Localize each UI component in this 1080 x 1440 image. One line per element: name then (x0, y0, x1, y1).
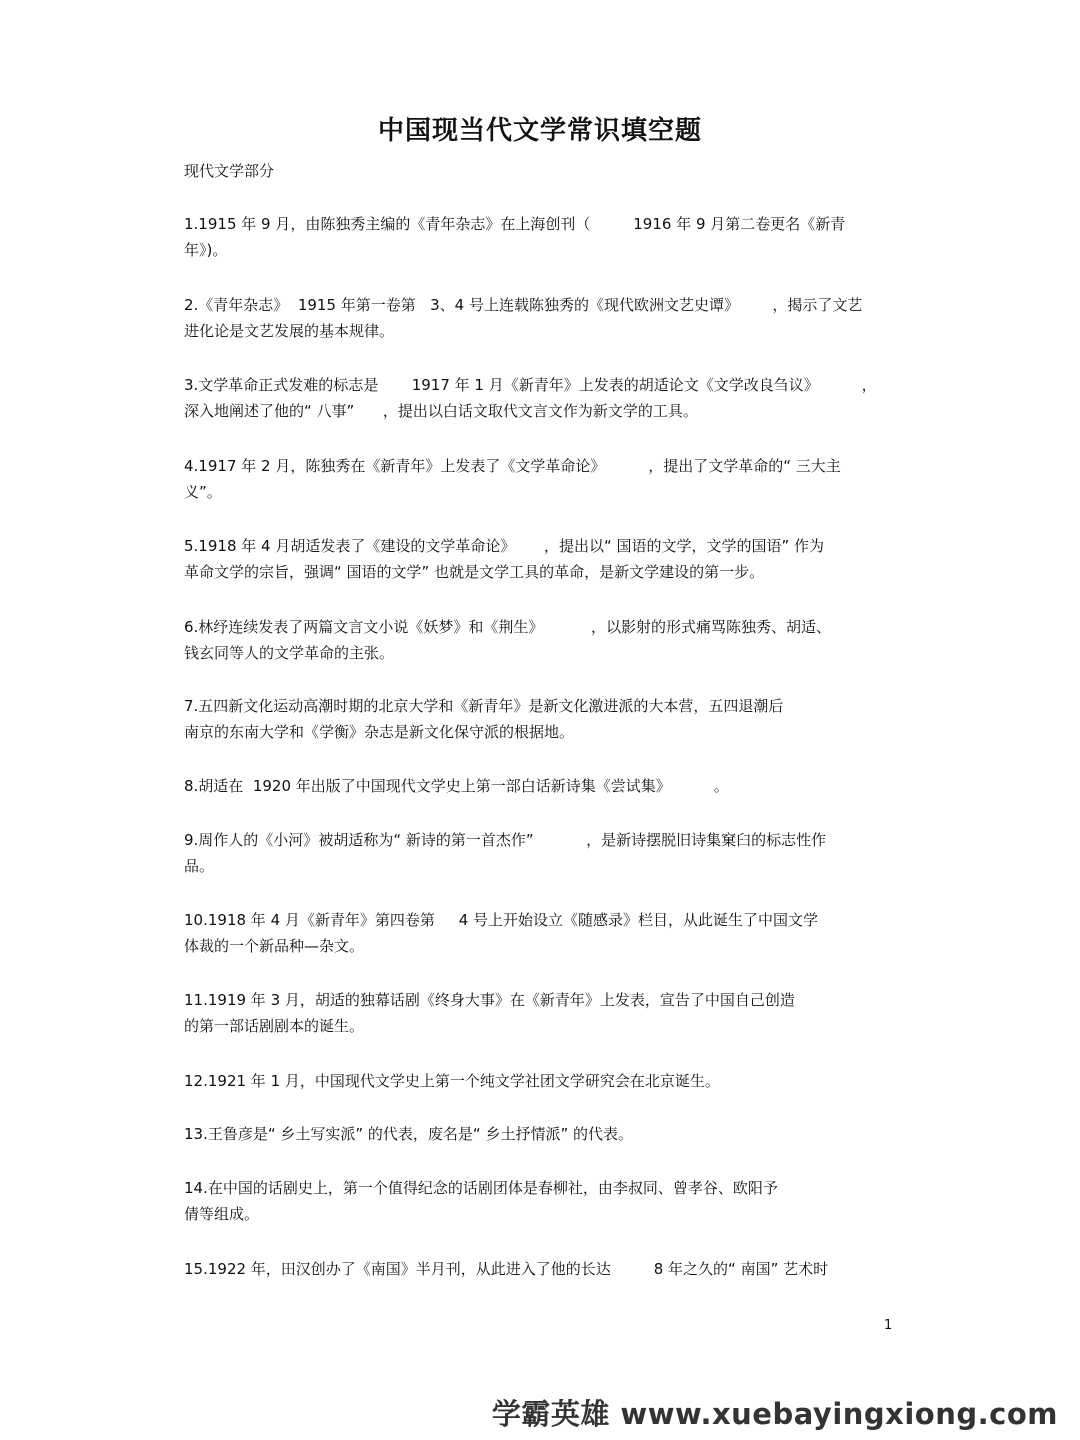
question-line-continued: 革命文学的宗旨，强调“ 国语的文学” 也就是文学工具的革命，是新文学建设的第一步。 (184, 563, 765, 581)
question-line: 3.文学革命正式发难的标志是 1917 年 1 月《新青年》上发表的胡适论文《文学改良刍议》 ， (184, 376, 877, 394)
question-line-continued: 的第一部话剧剧本的诞生。 (184, 1017, 365, 1035)
question-item-15 (184, 1256, 904, 1282)
question-line: 7.五四新文化运动高潮时期的北京大学和《新青年》是新文化激进派的大本营，五四退潮后 (184, 697, 784, 715)
question-line: 12.1921 年 1 月，中国现代文学史上第一个纯文学社团文学研究会在北京诞生。 (184, 1072, 720, 1090)
question-line-continued: 钱玄同等人的文学革命的主张。 (184, 644, 395, 662)
question-item-12 (184, 1068, 904, 1094)
question-line-continued: 年》)。 (184, 241, 228, 259)
question-item-4 (184, 453, 904, 505)
question-line: 10.1918 年 4 月《新青年》第四卷第 4 号上开始设立《随感录》栏目，从此诞生了中国文学 (184, 911, 819, 929)
question-line: 5.1918 年 4 月胡适发表了《建设的文学革命论》 ，提出以“ 国语的文学，文学的国语” 作为 (184, 537, 825, 555)
question-line-continued: 义”。 (184, 483, 222, 501)
question-line-continued: 倩等组成。 (184, 1205, 260, 1223)
question-line: 1.1915 年 9 月，由陈独秀主编的《青年杂志》在上海创刊（ 1916 年 9 月第二卷更名《新青 (184, 215, 846, 233)
question-line-continued: 南京的东南大学和《学衡》杂志是新文化保守派的根据地。 (184, 723, 575, 741)
question-item-7 (184, 693, 904, 745)
question-item-9 (184, 827, 904, 879)
question-item-13 (184, 1121, 904, 1147)
site-watermark: 学霸英雄 www.xuebayingxiong.com (491, 1397, 1058, 1431)
question-line: 6.林纾连续发表了两篇文言文小说《妖梦》和《荆生》 ，以影射的形式痛骂陈独秀、胡适、 (184, 618, 831, 636)
question-line-continued: 品。 (184, 857, 215, 875)
question-line: 9.周作人的《小河》被胡适称为“ 新诗的第一首杰作” ，是新诗摆脱旧诗集窠臼的标志性作 (184, 831, 827, 849)
question-line: 14.在中国的话剧史上，第一个值得纪念的话剧团体是春柳社，由李叔同、曾孝谷、欧阳予 (184, 1179, 778, 1197)
question-item-1 (184, 211, 904, 263)
question-line: 8.胡适在 1920 年出版了中国现代文学史上第一部白话新诗集《尝试集》 。 (184, 777, 729, 795)
page-number: 1 (884, 1318, 893, 1333)
question-item-3 (184, 372, 904, 424)
question-item-2 (184, 292, 904, 344)
page-title: 中国现当代文学常识填空题 (377, 116, 702, 146)
question-item-5 (184, 533, 904, 585)
question-line: 4.1917 年 2 月，陈独秀在《新青年》上发表了《文学革命论》 ，提出了文学革命的“ 三大主 (184, 457, 841, 475)
question-item-11 (184, 987, 904, 1039)
question-line-continued: 体裁的一个新品种—杂文。 (184, 937, 365, 955)
question-item-10 (184, 907, 904, 959)
question-item-6 (184, 614, 904, 666)
question-line-continued: 深入地阐述了他的“ 八事” ，提出以白话文取代文言文作为新文学的工具。 (184, 402, 698, 420)
question-item-8 (184, 773, 904, 799)
question-line: 11.1919 年 3 月，胡适的独幕话剧《终身大事》在《新青年》上发表，宣告了中国自己创造 (184, 991, 795, 1009)
question-item-14 (184, 1175, 904, 1227)
question-line-continued: 进化论是文艺发展的基本规律。 (184, 322, 395, 340)
section-heading: 现代文学部分 (184, 162, 275, 180)
question-line: 15.1922 年，田汉创办了《南国》半月刊，从此进入了他的长达 8 年之久的“ 南国” 艺术时 (184, 1260, 829, 1278)
question-line: 2.《青年杂志》 1915 年第一卷第 3、4 号上连载陈独秀的《现代欧洲文艺史谭》 ，揭示了文艺 (184, 296, 863, 314)
question-line: 13.王鲁彦是“ 乡土写实派” 的代表，废名是“ 乡土抒情派” 的代表。 (184, 1125, 634, 1143)
